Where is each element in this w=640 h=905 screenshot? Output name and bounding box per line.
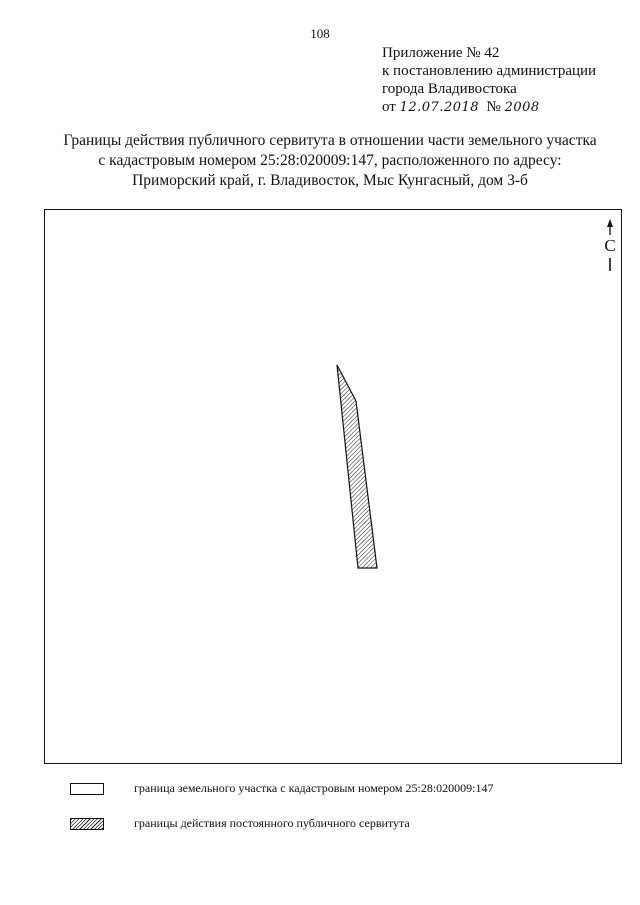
number-prefix: №: [486, 99, 501, 115]
page-number: 108: [310, 26, 330, 41]
legend-label-servitude: границы действия постоянного публичного сервитута: [134, 816, 410, 830]
appendix-resolution: к постановлению администрации: [382, 63, 597, 79]
date-prefix: от: [382, 99, 396, 115]
appendix-header: [382, 44, 632, 117]
appendix-title: Приложение № 42: [382, 45, 500, 61]
legend-label-boundary: граница земельного участка с кадастровым номером 25:28:020009:147: [134, 781, 494, 795]
north-label: С: [604, 236, 616, 255]
map-frame: [44, 209, 622, 764]
map-drawing: [45, 210, 623, 765]
servitude-swatch: [70, 818, 104, 830]
appendix-date-line: [382, 98, 632, 117]
document-title: Границы действия публичного сервитута в отношении части земельного участка с кадастровым номером 25:28:020009:147, расположенного по адресу: Приморский край, г. Владивосток, Мыс Кунгасный, дом 3-б: [63, 132, 597, 189]
number-handwritten: 2008: [504, 100, 540, 115]
servitude-area: [337, 365, 377, 568]
appendix-city: города Владивостока: [382, 81, 517, 97]
boundary-swatch: [70, 783, 104, 795]
date-handwritten: 12.07.2018: [399, 100, 480, 115]
